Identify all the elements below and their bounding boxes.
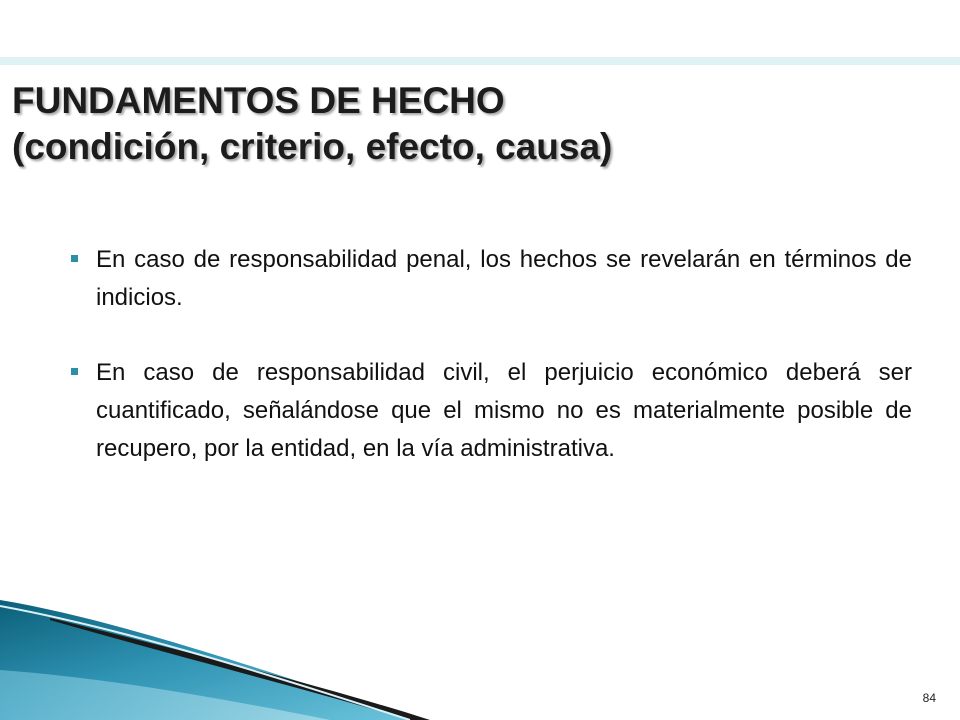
bullet-list [70, 241, 912, 505]
bullet-text: En caso de responsabilidad penal, los hechos se revelarán en términos de indicios. [96, 246, 912, 311]
page-number: 84 [922, 691, 936, 705]
bullet-item [70, 354, 912, 468]
slide-title [12, 78, 912, 170]
title-line-2: (condición, criterio, efecto, causa) [12, 126, 613, 167]
decorative-wave [0, 560, 960, 720]
square-bullet-icon [71, 368, 78, 375]
bullet-text: En caso de responsabilidad civil, el perjuicio económico deberá ser cuantificado, señalándose que el mismo no es materialmente posible de recupero, por la entidad, en la vía administrativa. [96, 359, 912, 462]
bullet-item [70, 241, 912, 317]
square-bullet-icon [71, 255, 78, 262]
top-accent-bar [0, 57, 960, 65]
title-line-1: FUNDAMENTOS DE HECHO [12, 80, 505, 121]
